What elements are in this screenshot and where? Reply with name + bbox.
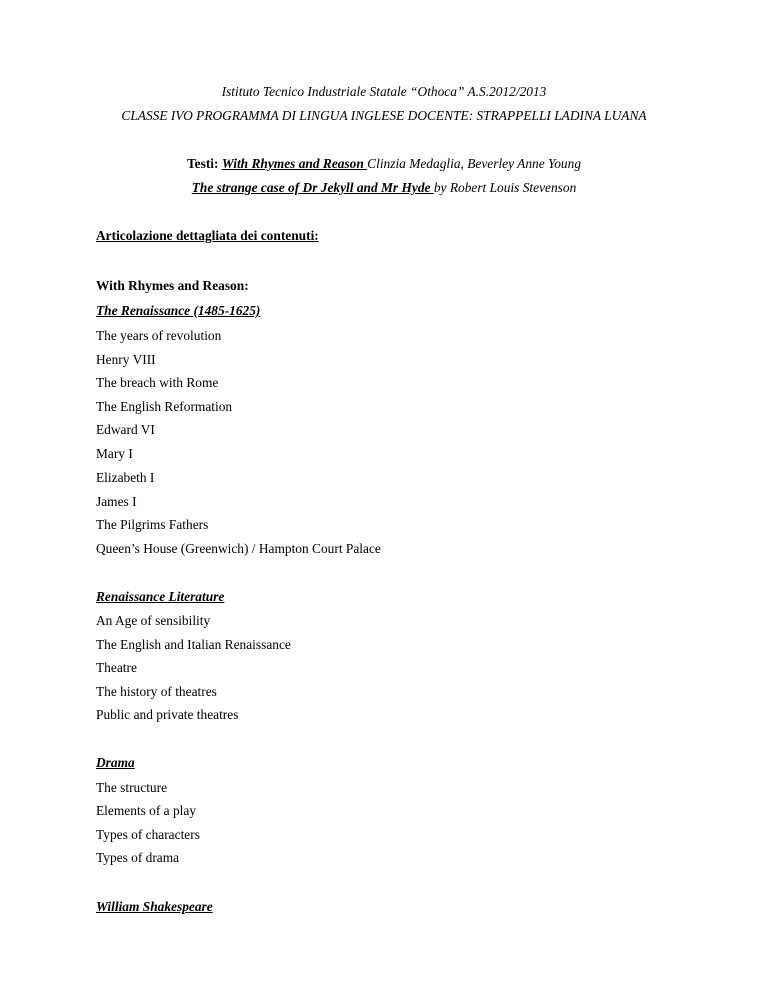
list-item: Edward VI <box>96 422 155 437</box>
list-item: Public and private theatres <box>96 707 239 722</box>
book-subheading: With Rhymes and Reason: <box>96 278 249 293</box>
list-item: Elizabeth I <box>96 470 155 485</box>
section-title: The Renaissance (1485-1625) <box>96 303 261 318</box>
texts-line-1 <box>0 156 768 172</box>
texts-line-2 <box>0 180 768 196</box>
list-item: Queen’s House (Greenwich) / Hampton Court Palace <box>96 541 381 556</box>
texts-label: Testi: <box>186 156 219 171</box>
section-title: Renaissance Literature <box>96 589 225 604</box>
list-item: An Age of sensibility <box>96 613 211 628</box>
book2-author: by Robert Louis Stevenson <box>433 180 577 195</box>
contents-heading: Articolazione dettagliata dei contenuti: <box>96 228 319 243</box>
list-item: Types of characters <box>96 827 200 842</box>
list-item: Theatre <box>96 660 137 675</box>
institute-line: Istituto Tecnico Industriale Statale “Othoca” A.S.2012/2013 <box>221 84 547 99</box>
list-item: The English and Italian Renaissance <box>96 637 291 652</box>
list-item: The years of revolution <box>96 328 222 343</box>
list-item: Henry VIII <box>96 352 156 367</box>
section-title: Drama <box>96 755 135 770</box>
book2-title: The strange case of Dr Jekyll and Mr Hyde <box>191 180 434 195</box>
list-item: The structure <box>96 780 168 795</box>
list-item: Mary I <box>96 446 133 461</box>
book1-authors: Clinzia Medaglia, Beverley Anne Young <box>367 156 582 171</box>
class-teacher-line: CLASSE IVO PROGRAMMA DI LINGUA INGLESE DOCENTE: STRAPPELLI LADINA LUANA <box>121 108 647 123</box>
list-item: Elements of a play <box>96 803 197 818</box>
book1-title: With Rhymes and Reason <box>221 156 368 171</box>
list-item: James I <box>96 494 137 509</box>
list-item: Types of drama <box>96 850 180 865</box>
list-item: The breach with Rome <box>96 375 219 390</box>
list-item: The Pilgrims Fathers <box>96 517 209 532</box>
list-item: The English Reformation <box>96 399 233 414</box>
list-item: The history of theatres <box>96 684 217 699</box>
section-title: William Shakespeare <box>96 899 213 914</box>
